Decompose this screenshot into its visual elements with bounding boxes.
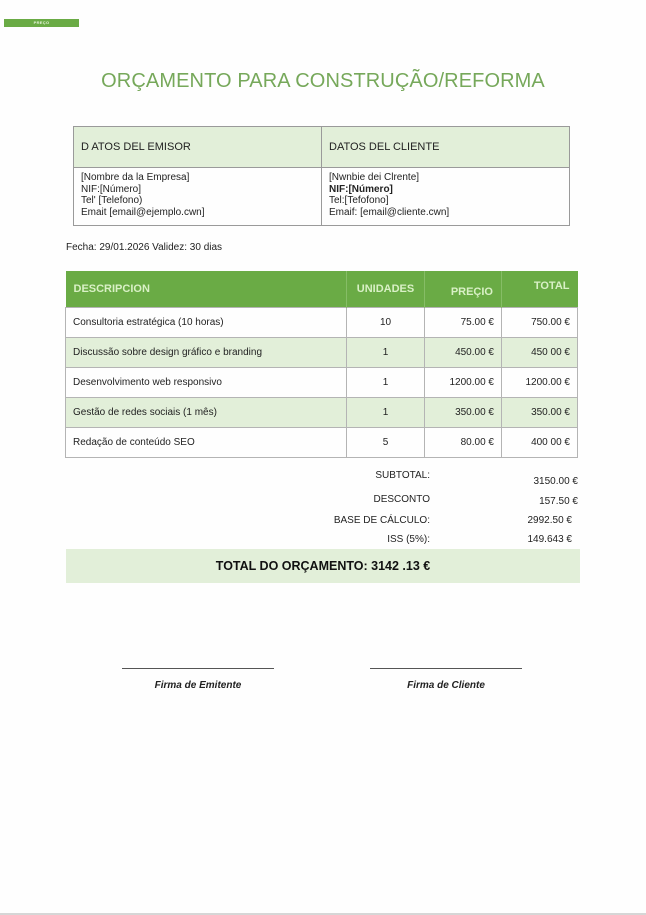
summary-iss <box>300 530 580 550</box>
items-table <box>65 271 578 458</box>
price-badge: PREÇO <box>4 19 79 27</box>
signature-line <box>122 668 274 669</box>
emitter-email: Emait [email@ejemplo.cwn] <box>81 206 205 218</box>
client-name: [Nwnbie dei Clrente] <box>329 172 420 183</box>
table-row <box>66 368 578 398</box>
base-label: BASE DE CÁLCULO: <box>333 515 430 526</box>
client-phone: Tel:[Tefofono] <box>329 195 389 206</box>
discount-value: 157.50 € <box>539 496 578 507</box>
emitter-nif: NIF:[Número] <box>81 183 142 195</box>
row-description: Consultoria estratégica (10 horas) <box>66 308 347 338</box>
row-description: Gestão de redes sociais (1 mês) <box>66 398 347 428</box>
discount-label: DESCONTO <box>373 494 430 505</box>
subtotal-value: 3150.00 € <box>533 476 578 487</box>
row-price: 1200.00 € <box>425 368 502 398</box>
row-units: 1 <box>347 368 425 398</box>
emitter-heading: D ATOS DEL EMISOR <box>74 127 321 168</box>
header-description: DESCRIPCION <box>66 271 347 308</box>
row-total: 1200.00 € <box>502 368 578 398</box>
client-heading: DATOS DEL CLIENTE <box>322 127 569 168</box>
row-units: 1 <box>347 398 425 428</box>
client-signature <box>370 668 522 691</box>
emitter-phone: Tel' [Telefono) <box>81 195 143 206</box>
row-description: Redação de conteúdo SEO <box>66 428 347 458</box>
table-header-row <box>66 271 578 308</box>
row-price: 350.00 € <box>425 398 502 428</box>
row-units: 5 <box>347 428 425 458</box>
row-price: 75.00 € <box>425 308 502 338</box>
header-units: UNIDADES <box>347 271 425 308</box>
row-units: 1 <box>347 338 425 368</box>
client-section <box>321 127 569 225</box>
emitter-signature-label: Firma de Emitente <box>154 680 242 691</box>
page-title: ORÇAMENTO PARA CONSTRUÇÃO/REFORMA <box>101 70 545 92</box>
client-email: Emaif: [email@cliente.cwn] <box>329 206 450 218</box>
row-total: 350.00 € <box>502 398 578 428</box>
emitter-section <box>74 127 321 225</box>
emitter-details <box>74 168 321 222</box>
client-details <box>322 168 569 222</box>
header-price: PREÇIO <box>425 271 502 308</box>
row-price: 80.00 € <box>425 428 502 458</box>
emitter-company: [Nombre da la Empresa] <box>81 172 190 183</box>
table-row <box>66 428 578 458</box>
table-row <box>66 338 578 368</box>
client-signature-label: Firma de Cliente <box>407 680 485 691</box>
header-total: TOTAL <box>502 271 578 308</box>
iss-label: ISS (5%): <box>387 534 430 545</box>
row-total: 450 00 € <box>502 338 578 368</box>
grand-total: TOTAL DO ORÇAMENTO: 3142 .13 € <box>66 549 580 583</box>
client-nif: NIF:[Número] <box>329 183 393 195</box>
row-total: 400 00 € <box>502 428 578 458</box>
summary-base <box>300 510 580 530</box>
emitter-signature <box>122 668 274 691</box>
row-description: Desenvolvimento web responsivo <box>66 368 347 398</box>
base-value: 2992.50 € <box>527 515 572 526</box>
row-total: 750.00 € <box>502 308 578 338</box>
subtotal-label: SUBTOTAL: <box>375 470 430 481</box>
summary-block <box>300 470 580 550</box>
summary-discount <box>300 490 580 510</box>
signature-line <box>370 668 522 669</box>
row-description: Discussão sobre design gráfico e branding <box>66 338 347 368</box>
parties-info-box <box>73 126 570 226</box>
table-row <box>66 398 578 428</box>
row-price: 450.00 € <box>425 338 502 368</box>
table-row <box>66 308 578 338</box>
row-units: 10 <box>347 308 425 338</box>
date-validity: Fecha: 29/01.2026 Validez: 30 dias <box>66 242 223 253</box>
summary-subtotal <box>300 470 580 490</box>
iss-value: 149.643 € <box>527 534 572 545</box>
